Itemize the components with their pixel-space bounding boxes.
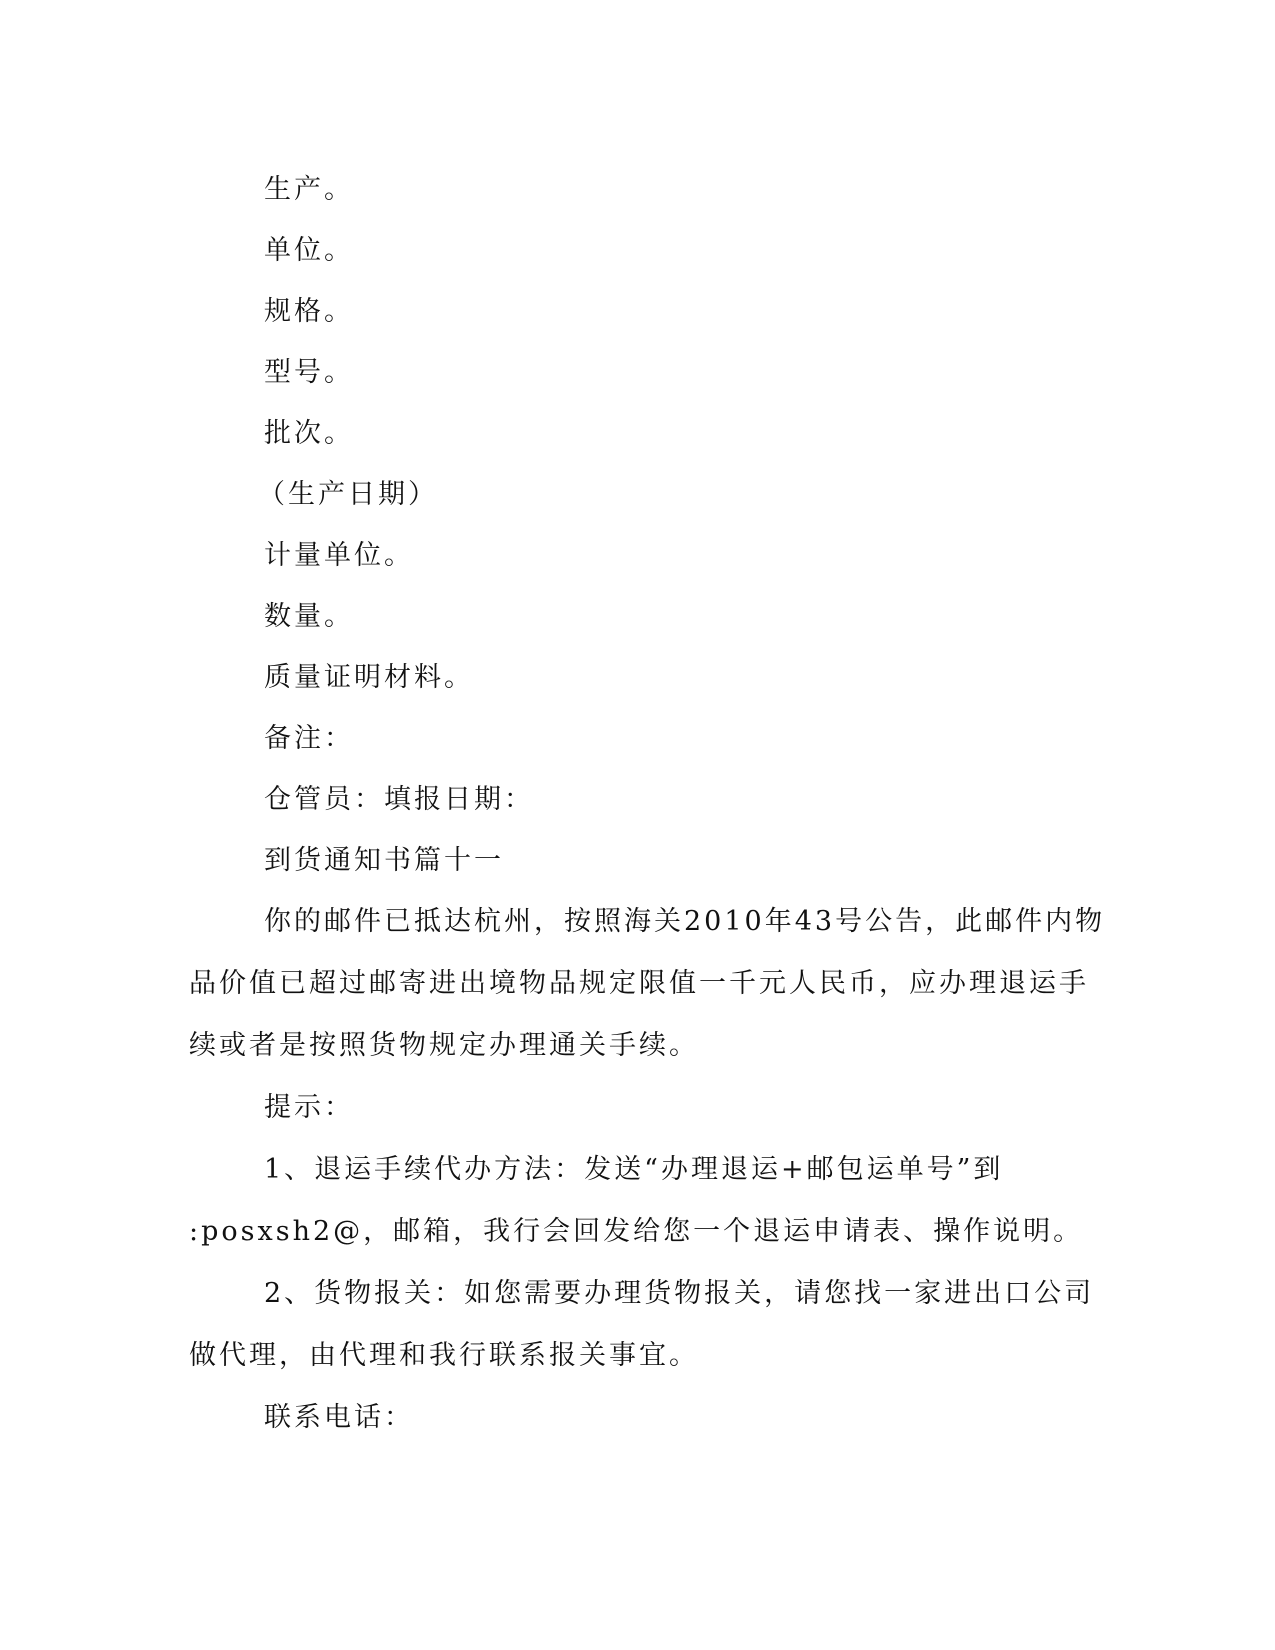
field-measurement-unit: 计量单位。	[264, 540, 414, 571]
field-unit: 单位。	[264, 235, 354, 266]
paragraph-notice-line-3: 续或者是按照货物规定办理通关手续。	[189, 1030, 699, 1061]
field-warehouse-keeper-date: 仓管员：填报日期：	[264, 784, 534, 815]
tip-1-line-2: :posxsh2@，邮箱，我行会回发给您一个退运申请表、操作说明。	[189, 1216, 1084, 1247]
tip-2-line-2: 做代理，由代理和我行联系报关事宜。	[189, 1340, 699, 1371]
paragraph-notice-line-2: 品价值已超过邮寄进出境物品规定限值一千元人民币，应办理退运手	[189, 968, 1089, 999]
field-remarks: 备注：	[264, 723, 354, 754]
tip-2-line-1: 2、货物报关：如您需要办理货物报关，请您找一家进出口公司	[264, 1278, 1095, 1309]
field-quantity: 数量。	[264, 601, 354, 632]
tips-heading: 提示：	[264, 1092, 354, 1123]
field-model: 型号。	[264, 357, 354, 388]
field-batch: 批次。	[264, 418, 354, 449]
field-production-date: （生产日期）	[258, 479, 438, 510]
paragraph-notice-line-1: 你的邮件已抵达杭州，按照海关2010年43号公告，此邮件内物	[264, 906, 1106, 937]
field-production: 生产。	[264, 174, 354, 205]
contact-phone: 联系电话：	[264, 1402, 414, 1433]
field-quality-certificate: 质量证明材料。	[264, 662, 474, 693]
section-heading: 到货通知书篇十一	[264, 845, 504, 876]
field-specification: 规格。	[264, 296, 354, 327]
tip-1-line-1: 1、退运手续代办方法：发送“办理退运+邮包运单号”到	[264, 1154, 1004, 1185]
